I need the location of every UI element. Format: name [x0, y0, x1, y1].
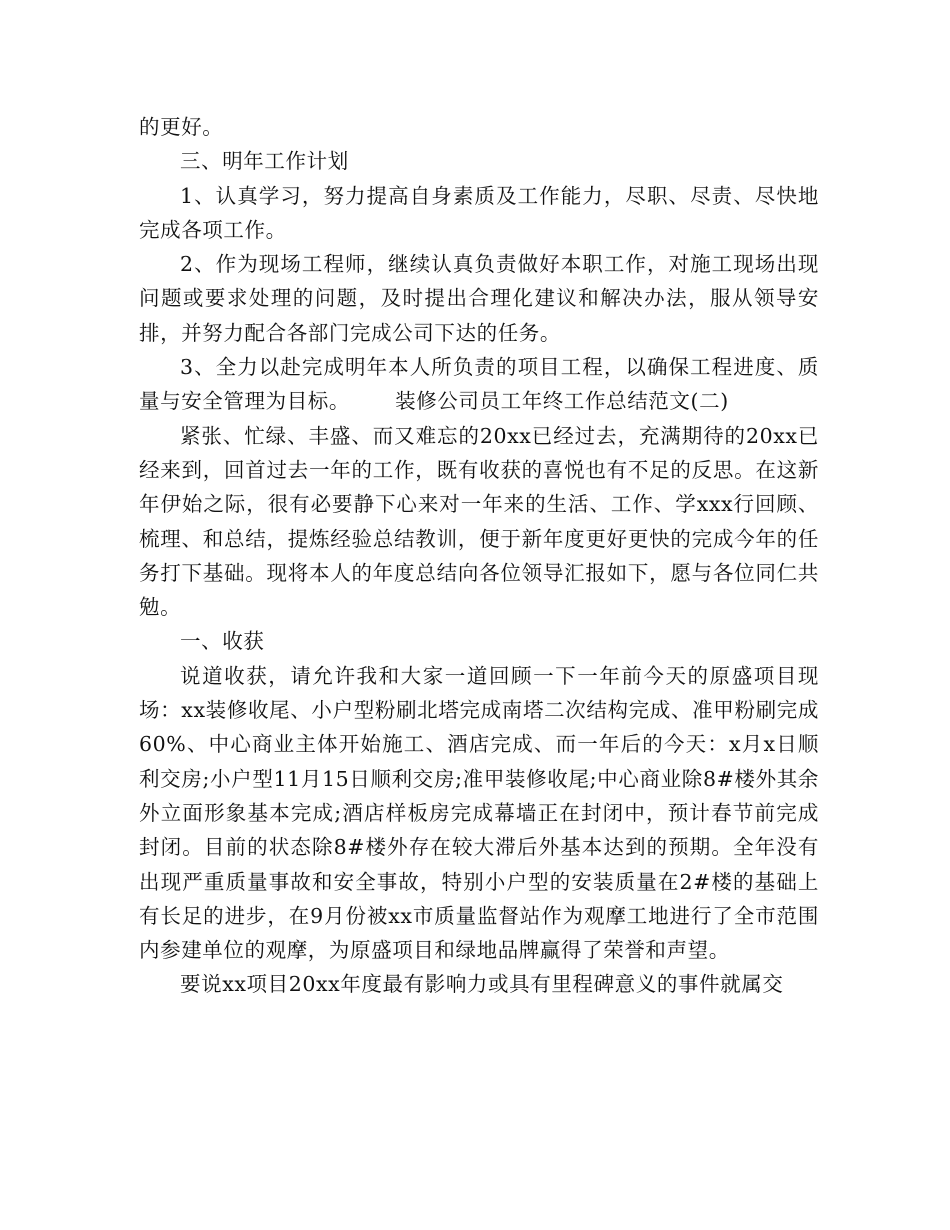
intro-paragraph: 紧张、忙绿、丰盛、而又难忘的20xx已经过去，充满期待的20xx已经来到，回首过去一年的工作，既有收获的喜悦也有不足的反思。在这新年伊始之际，很有必要静下心来对一年来的生活、工作、学xxx行回顾、梳理、和总结，提炼经验总结教训，便于新年度更好更快的完成今年的任务打下基础。现将本人的年度总结向各位领导汇报如下，愿与各位同仁共勉。 [139, 423, 819, 620]
plan-item-2: 2、作为现场工程师，继续认真负责做好本职工作，对施工现场出现问题或要求处理的问题，及时提出合理化建议和解决办法，服从领导安排，并努力配合各部门完成公司下达的任务。 [139, 252, 819, 345]
section-heading-harvest: 一、收获 [180, 629, 265, 654]
paragraph-continuation: 的更好。 [139, 115, 224, 139]
plan-item-1: 1、认真学习，努力提高自身素质及工作能力，尽职、尽责、尽快地完成各项工作。 [139, 183, 819, 242]
document-body [139, 110, 819, 1002]
section-heading-next-year-plan: 三、明年工作计划 [180, 149, 349, 174]
plan-item-3-text: 3、全力以赴完成明年本人所负责的项目工程，以确保工程进度、质量与安全管理为目标。 [139, 355, 819, 414]
plan-item-3 [139, 350, 819, 419]
harvest-paragraph: 说道收获，请允许我和大家一道回顾一下一年前今天的原盛项目现场：xx装修收尾、小户型粉刷北塔完成南塔二次结构完成、准甲粉刷完成60%、中心商业主体开始施工、酒店完成、而一年后的今天：x月x日顺利交房;小户型11月15日顺利交房;准甲装修收尾;中心商业除8#楼外其余外立面形象基本完成;酒店样板房完成幕墙正在封闭中，预计春节前完成封闭。目前的状态除8#楼外存在较大滞后外基本达到的预期。全年没有出现严重质量事故和安全事故，特别小户型的安装质量在2#楼的基础上有长足的进步，在9月份被xx市质量监督站作为观摩工地进行了全市范围内参建单位的观摩，为原盛项目和绿地品牌赢得了荣誉和声望。 [139, 663, 819, 963]
article-title-inline: 装修公司员工年终工作总结范文(二) [395, 389, 729, 414]
milestone-paragraph: 要说xx项目20xx年度最有影响力或具有里程碑意义的事件就属交 [180, 972, 784, 997]
